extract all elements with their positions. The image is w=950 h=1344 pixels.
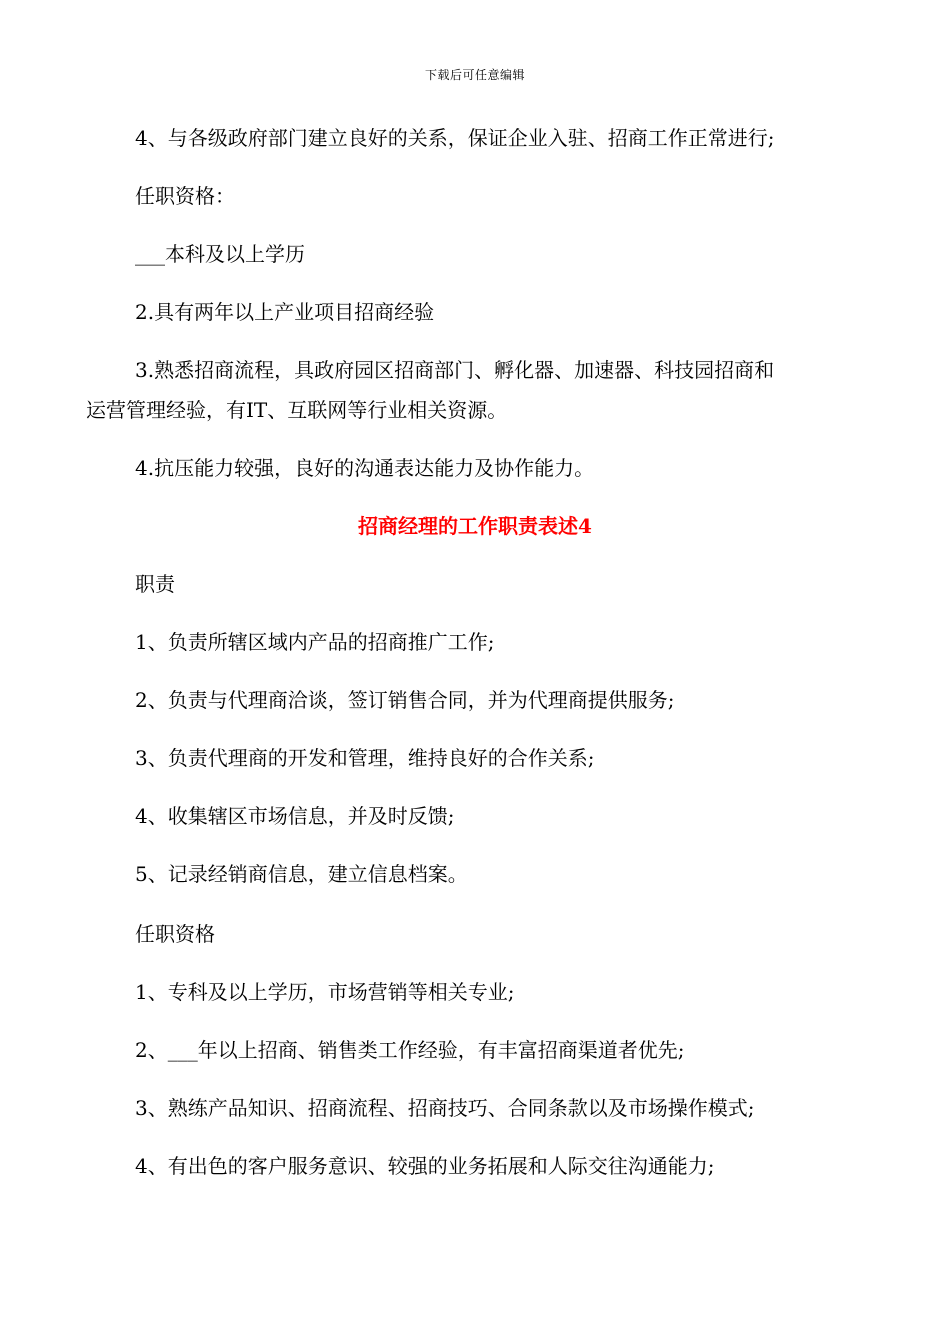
qualification-item-2: 2.具有两年以上产业项目招商经验: [135, 300, 435, 324]
duty-item-4: 4、与各级政府部门建立良好的关系，保证企业入驻、招商工作正常进行;: [135, 126, 775, 150]
qualifications-heading: 任职资格: [135, 922, 215, 946]
duties-heading: 职责: [135, 572, 175, 596]
duty-list-item: 2、负责与代理商洽谈，签订销售合同，并为代理商提供服务;: [135, 688, 675, 712]
section-title: 招商经理的工作职责表述4: [358, 514, 592, 538]
qualification-heading: 任职资格：: [135, 184, 235, 208]
qualification-item-4: 4.抗压能力较强，良好的沟通表达能力及协作能力。: [135, 456, 595, 480]
duty-list-item: 5、记录经销商信息，建立信息档案。: [135, 862, 468, 886]
qualification-list-item: 3、熟练产品知识、招商流程、招商技巧、合同条款以及市场操作模式;: [135, 1096, 755, 1120]
duty-list-item: 3、负责代理商的开发和管理，维持良好的合作关系;: [135, 746, 595, 770]
duty-list-item: 1、负责所辖区域内产品的招商推广工作;: [135, 630, 495, 654]
qualification-list-item: 4、有出色的客户服务意识、较强的业务拓展和人际交往沟通能力;: [135, 1154, 715, 1178]
duty-list-item: 4、收集辖区市场信息，并及时反馈;: [135, 804, 455, 828]
qualification-list-item: 2、___年以上招商、销售类工作经验，有丰富招商渠道者优先;: [135, 1038, 685, 1062]
qualification-item-3-line1: 3.熟悉招商流程，具政府园区招商部门、孵化器、加速器、科技园招商和: [135, 358, 775, 382]
qualification-item-1: ___本科及以上学历: [135, 242, 305, 266]
qualification-list-item: 1、专科及以上学历，市场营销等相关专业;: [135, 980, 515, 1004]
qualification-item-3-line2: 运营管理经验，有IT、互联网等行业相关资源。: [86, 398, 508, 422]
page-header-note: 下载后可任意编辑: [424, 68, 525, 82]
